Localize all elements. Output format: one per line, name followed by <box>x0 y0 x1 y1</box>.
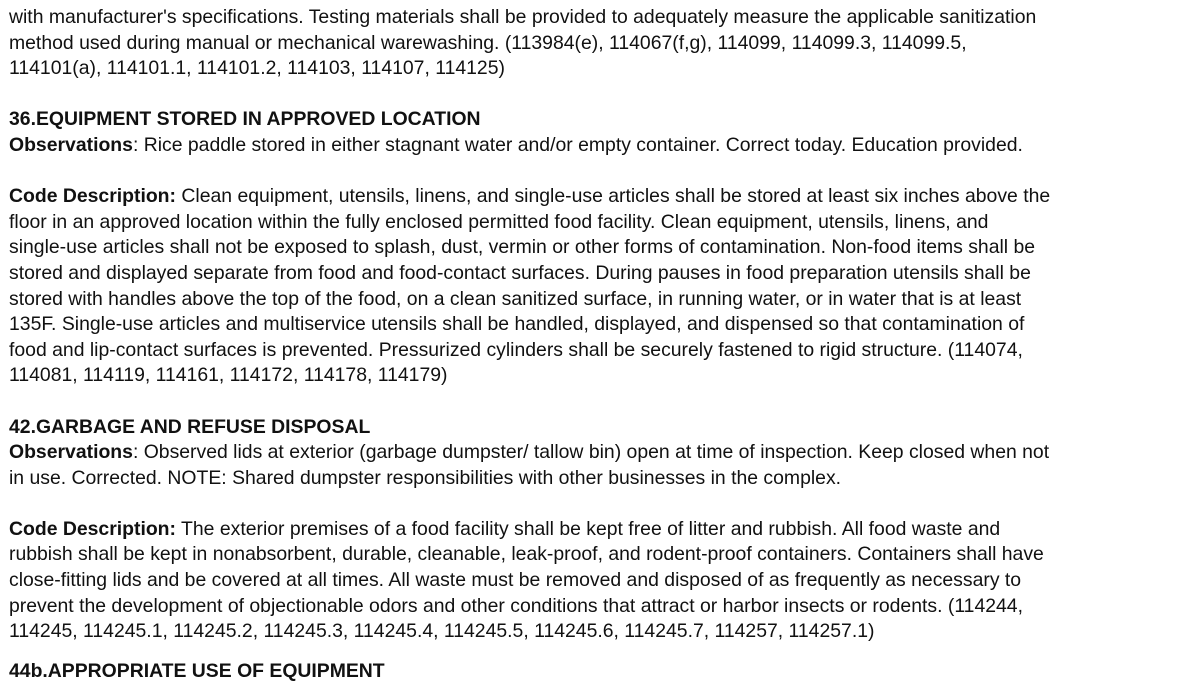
observations-text: : Rice paddle stored in either stagnant water and/or empty container. Correct today. Education provided. <box>132 133 1023 156</box>
observations-line: in use. Corrected. NOTE: Shared dumpster responsibilities with other businesses in the complex. <box>9 466 842 489</box>
code-line: food and lip-contact surfaces is prevented. Pressurized cylinders shall be securely fastened to rigid structure. (114074, <box>9 338 1023 361</box>
intro-line: 114101(a), 114101.1, 114101.2, 114103, 114107, 114125) <box>9 57 505 80</box>
code-line: close-fitting lids and be covered at all times. All waste must be removed and disposed of as frequently as necessary to <box>9 569 1022 592</box>
observations-42 <box>9 440 1194 491</box>
section-heading-36: 36.EQUIPMENT STORED IN APPROVED LOCATION <box>9 108 481 131</box>
code-description-42 <box>9 517 1194 645</box>
code-description-label: Code Description: <box>9 185 176 208</box>
code-line: 114081, 114119, 114161, 114172, 114178, 114179) <box>9 364 448 387</box>
observations-36 <box>9 133 1194 159</box>
code-line <box>9 517 1194 543</box>
code-line: prevent the development of objectionable odors and other conditions that attract or harbor insects or rodents. (114244, <box>9 594 1023 617</box>
intro-line: method used during manual or mechanical warewashing. (113984(e), 114067(f,g), 114099, 114099.3, 114099.5, <box>9 31 967 54</box>
code-line <box>9 184 1194 210</box>
spacer <box>9 491 1194 517</box>
observations-line <box>9 440 1194 466</box>
code-text: Clean equipment, utensils, linens, and single-use articles shall be stored at least six inches above the <box>176 185 1051 208</box>
code-line: stored and displayed separate from food and food-contact surfaces. During pauses in food preparation utensils shall be <box>9 261 1031 284</box>
code-line: stored with handles above the top of the food, on a clean sanitized surface, in running water, or in water that is at least <box>9 287 1022 310</box>
observations-line <box>9 133 1194 159</box>
observations-label: Observations <box>9 441 133 464</box>
section-heading-44b: 44b.APPROPRIATE USE OF EQUIPMENT <box>9 660 385 682</box>
observations-text: : Observed lids at exterior (garbage dumpster/ tallow bin) open at time of inspection. Keep closed when not <box>132 441 1050 464</box>
spacer <box>9 389 1194 415</box>
intro-line: with manufacturer's specifications. Testing materials shall be provided to adequately measure the applicable sanitization <box>9 6 1037 28</box>
spacer <box>9 82 1194 108</box>
code-description-label: Code Description: <box>9 517 176 540</box>
intro-paragraph <box>9 5 1194 82</box>
code-line: 114245, 114245.1, 114245.2, 114245.3, 114245.4, 114245.5, 114245.6, 114245.7, 114257, 114257.1) <box>9 620 875 643</box>
code-line: rubbish shall be kept in nonabsorbent, durable, cleanable, leak-proof, and rodent-proof containers. Containers shall have <box>9 543 1044 566</box>
observations-label: Observations <box>9 133 133 156</box>
code-line: floor in an approved location within the fully enclosed permitted food facility. Clean equipment, utensils, linens, and <box>9 210 989 233</box>
code-line: 135F. Single-use articles and multiservice utensils shall be handled, displayed, and dispensed so that contamination of <box>9 313 1025 336</box>
document-page <box>9 5 1194 645</box>
section-heading-42: 42.GARBAGE AND REFUSE DISPOSAL <box>9 415 371 438</box>
code-text: The exterior premises of a food facility shall be kept free of litter and rubbish. All food waste and <box>176 517 1001 540</box>
spacer <box>9 159 1194 185</box>
code-description-36 <box>9 184 1194 389</box>
code-line: single-use articles shall not be exposed to splash, dust, vermin or other forms of contamination. Non-food items shall be <box>9 236 1036 259</box>
